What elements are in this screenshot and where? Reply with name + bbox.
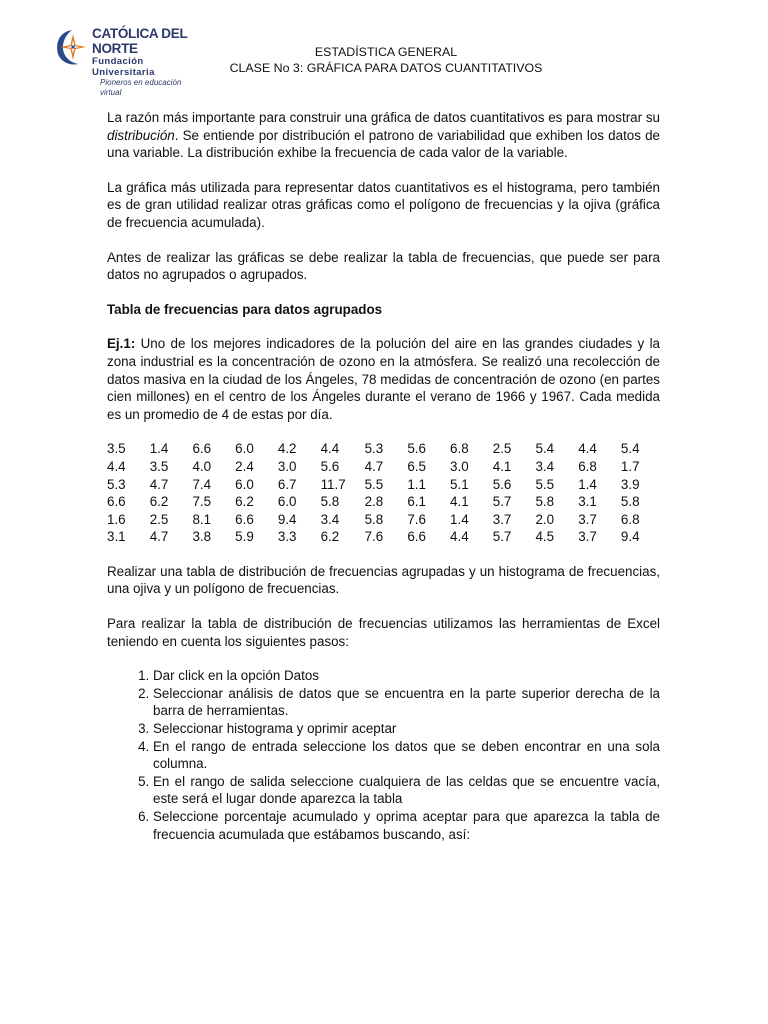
- table-cell: 6.6: [107, 494, 126, 510]
- table-cell: 2.5: [492, 441, 512, 457]
- table-cell: 2.4: [235, 458, 254, 474]
- document-body: [107, 109, 660, 843]
- logo-subtitle: Fundación Universitaria: [92, 56, 155, 78]
- list-item: 1. Dar click en la opción Datos: [153, 667, 660, 685]
- table-cell: 5.5: [364, 476, 384, 492]
- table-cell: 6.2: [235, 494, 254, 510]
- table-cell: 5.4: [535, 441, 555, 457]
- table-cell: 3.1: [107, 529, 126, 545]
- table-cell: 6.8: [620, 511, 640, 527]
- table-cell: 7.4: [192, 476, 212, 492]
- table-row: [107, 528, 660, 546]
- example-label: Ej.1:: [107, 336, 136, 352]
- list-item: 3. Seleccionar histograma y oprimir aceptar: [153, 720, 660, 738]
- table-cell: 3.4: [320, 511, 340, 527]
- table-cell: 4.1: [450, 494, 469, 510]
- document-header: [0, 45, 768, 76]
- ozone-data-table: [107, 440, 660, 546]
- table-cell: 6.0: [277, 494, 297, 510]
- paragraph-distribution: [107, 109, 660, 162]
- logo-tagline: Pioneros en educación virtual: [100, 78, 182, 97]
- table-cell: 4.4: [578, 441, 597, 457]
- table-cell: 7.6: [364, 529, 384, 545]
- table-cell: 11.7: [320, 476, 346, 492]
- table-cell: 4.7: [364, 458, 384, 474]
- table-cell: 6.6: [407, 529, 426, 545]
- table-cell: 5.6: [407, 441, 426, 457]
- table-cell: 6.6: [235, 511, 254, 527]
- list-item: 2. Seleccionar análisis de datos que se encuentra en la parte superior derecha de la barra de herramientas.: [153, 685, 660, 720]
- table-cell: 8.1: [192, 511, 212, 527]
- table-cell: 7.6: [407, 511, 426, 527]
- paragraph-text: La razón más importante para construir una gráfica de datos cuantitativos es para mostrar su: [107, 110, 660, 125]
- list-item: 5. En el rango de salida seleccione cualquiera de las celdas que se encuentre vacía, este será el lugar donde aparezca la tabla: [153, 773, 660, 808]
- table-cell: 4.4: [107, 458, 126, 474]
- table-cell: 4.5: [535, 529, 555, 545]
- table-cell: 5.9: [235, 529, 254, 545]
- table-cell: 5.3: [364, 441, 384, 457]
- table-cell: 4.7: [149, 529, 169, 545]
- excel-steps-list: [107, 667, 660, 843]
- paragraph-text: . Se entiende por distribución el patrono de variabilidad que exhiben los datos de una variable. La distribución exhibe la frecuencia de cada valor de la variable.: [107, 127, 660, 161]
- table-cell: 3.0: [277, 458, 297, 474]
- table-cell: 1.4: [450, 511, 469, 527]
- table-cell: 1.1: [407, 476, 426, 492]
- table-cell: 9.4: [620, 529, 640, 545]
- table-cell: 5.5: [535, 476, 555, 492]
- table-cell: 5.8: [320, 494, 340, 510]
- table-cell: 5.8: [620, 494, 640, 510]
- paragraph-task: Realizar una tabla de distribución de frecuencias agrupadas y un histograma de frecuencias, una ojiva y un polígono de frecuencias.: [107, 563, 660, 597]
- table-cell: 1.6: [107, 511, 126, 527]
- table-cell: 5.6: [492, 476, 512, 492]
- table-cell: 6.7: [277, 476, 297, 492]
- table-cell: 4.7: [149, 476, 169, 492]
- paragraph-histogram: La gráfica más utilizada para representar datos cuantitativos es el histograma, pero también es de gran utilidad realizar otras gráficas como el polígono de frecuencias y la ojiva (gráfica de frecuencia acumulada).: [107, 179, 660, 230]
- table-cell: 6.1: [407, 494, 426, 510]
- table-cell: 4.2: [277, 441, 297, 457]
- table-cell: 2.5: [149, 511, 169, 527]
- table-row: [107, 511, 660, 529]
- table-row: [107, 476, 660, 494]
- table-cell: 3.7: [578, 511, 597, 527]
- table-cell: 5.8: [535, 494, 555, 510]
- table-cell: 4.1: [492, 458, 512, 474]
- table-cell: 3.4: [535, 458, 555, 474]
- table-cell: 3.3: [277, 529, 297, 545]
- table-cell: 6.0: [235, 441, 254, 457]
- table-cell: 6.8: [578, 458, 597, 474]
- table-cell: 3.7: [578, 529, 597, 545]
- table-cell: 6.6: [192, 441, 212, 457]
- table-cell: 4.0: [192, 458, 212, 474]
- table-cell: 5.8: [364, 511, 384, 527]
- table-cell: 6.2: [149, 494, 169, 510]
- table-cell: 1.4: [149, 441, 169, 457]
- table-cell: 3.5: [149, 458, 169, 474]
- table-cell: 3.5: [107, 441, 126, 457]
- table-cell: 1.7: [620, 458, 640, 474]
- table-cell: 6.0: [235, 476, 254, 492]
- table-row: [107, 440, 660, 458]
- table-cell: 9.4: [277, 511, 297, 527]
- table-cell: 5.7: [492, 529, 512, 545]
- paragraph-excel-intro: Para realizar la tabla de distribución de frecuencias utilizamos las herramientas de Excel teniendo en cuenta los siguientes pasos:: [107, 616, 660, 649]
- table-cell: 2.8: [364, 494, 384, 510]
- paragraph-frequency-table: Antes de realizar las gráficas se debe realizar la tabla de frecuencias, que puede ser para datos no agrupados o agrupados.: [107, 249, 660, 283]
- table-cell: 3.1: [578, 494, 597, 510]
- example-paragraph: [107, 335, 660, 423]
- section-title: Tabla de frecuencias para datos agrupados: [107, 301, 383, 317]
- table-cell: 5.4: [620, 441, 640, 457]
- table-cell: 4.4: [320, 441, 340, 457]
- table-cell: 6.5: [407, 458, 426, 474]
- course-title: ESTADÍSTICA GENERAL: [314, 45, 458, 59]
- list-item: 6. Seleccione porcentaje acumulado y oprima aceptar para que aparezca la tabla de frecuencia acumulada que estábamos buscando, así:: [153, 808, 660, 843]
- table-cell: 2.0: [535, 511, 555, 527]
- logo-name: CATÓLICA DEL NORTE: [92, 26, 188, 56]
- class-title: CLASE No 3: GRÁFICA PARA DATOS CUANTITATIVOS: [229, 60, 543, 75]
- table-cell: 6.8: [450, 441, 469, 457]
- table-cell: 5.1: [450, 476, 469, 492]
- table-cell: 5.3: [107, 476, 126, 492]
- table-row: [107, 458, 660, 476]
- table-cell: 3.0: [450, 458, 469, 474]
- emphasis-distribution: distribución: [107, 127, 175, 143]
- example-text: Uno de los mejores indicadores de la polución del aire en las grandes ciudades y la zona industrial es la concentración de ozono en la atmósfera. Se realizó una recolección de datos masiva en la ciudad de los Ángeles, 78 medidas de concentración de ozono (en partes cien millones) en el centro de los Ángeles durante el verano de 1966 y 1967. Cada medida es un promedio de 4 de estas por día.: [107, 336, 660, 422]
- table-cell: 3.8: [192, 529, 212, 545]
- table-cell: 3.7: [492, 511, 512, 527]
- table-cell: 4.4: [450, 529, 469, 545]
- table-cell: 1.4: [578, 476, 597, 492]
- table-row: [107, 493, 660, 511]
- table-cell: 5.6: [320, 458, 340, 474]
- table-cell: 6.2: [320, 529, 340, 545]
- table-cell: 7.5: [192, 494, 212, 510]
- table-cell: 5.7: [492, 494, 512, 510]
- table-cell: 3.9: [620, 476, 640, 492]
- list-item: 4. En el rango de entrada seleccione los datos que se deben encontrar en una sola columna.: [153, 738, 660, 773]
